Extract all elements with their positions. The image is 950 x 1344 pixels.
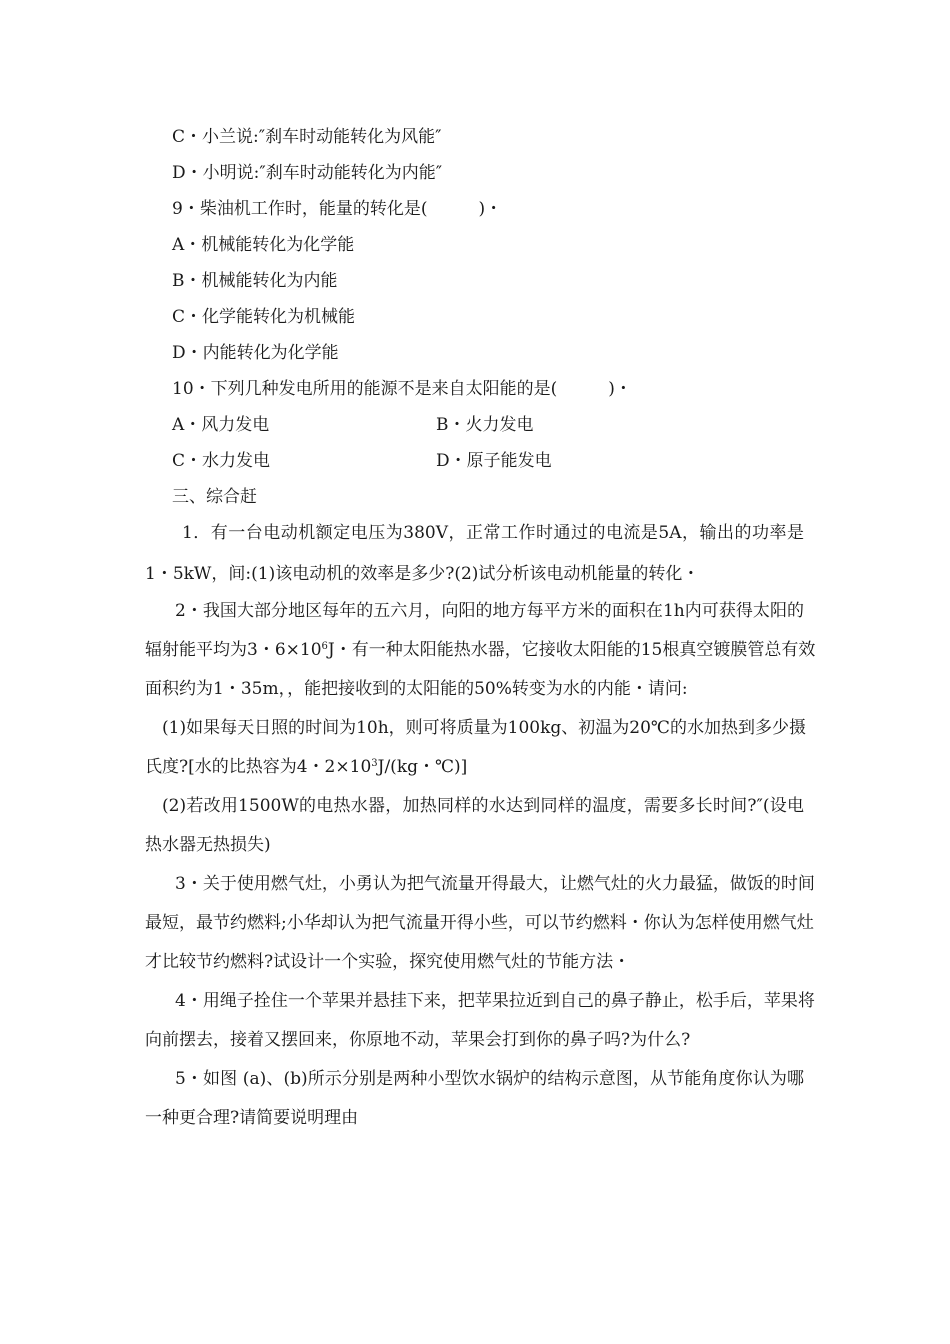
problem-5-line-2: 一种更合理?请简要说明理由 bbox=[145, 1108, 359, 1128]
problem-5-line-1: 5・如图 (a)、(b)所示分别是两种小型饮水锅炉的结构示意图，从节能角度你认为哪 bbox=[175, 1069, 804, 1089]
question-9: 9・柴油机工作时，能量的转化是( )・ bbox=[172, 199, 503, 219]
problem-2-sub1-line-2: 氏度?[水的比热容为4・$2\times 10^3J/(kg$・℃)] bbox=[145, 757, 468, 777]
problem-1-line-1: 1．有一台电动机额定电压为380V，正常工作时通过的电流是5A，输出的功率是 bbox=[182, 523, 804, 543]
problem-2-sub2-line-1: (2)若改用1500W的电热水器，加热同样的水达到同样的温度，需要多长时间?″(设电 bbox=[162, 796, 804, 816]
problem-4-line-1: 4・用绳子拴住一个苹果并悬挂下来，把苹果拉近到自己的鼻子静止，松手后，苹果将 bbox=[175, 991, 815, 1011]
q9-option-d: D・内能转化为化学能 bbox=[172, 343, 339, 363]
problem-2-sub2-line-2: 热水器无热损失) bbox=[145, 835, 271, 855]
problem-2-line-3: 面积约为1・35m，，能把接收到的太阳能的50%转变为水的内能・请问: bbox=[145, 679, 688, 699]
q8-option-c: C・小兰说:″刹车时动能转化为风能″ bbox=[172, 127, 442, 147]
q10-options-row-1 bbox=[172, 414, 534, 436]
q10-option-b: B・火力发电 bbox=[436, 415, 534, 435]
q9-option-b: B・机械能转化为内能 bbox=[172, 271, 338, 291]
problem-2-sub1-line-1: (1)如果每天日照的时间为10h，则可将质量为100kg、初温为20℃的水加热到多少摄 bbox=[162, 718, 806, 738]
section-title: 三、综合赶 bbox=[172, 487, 257, 507]
q10-options-row-2 bbox=[172, 450, 552, 472]
problem-3-line-2: 最短，最节约燃料;小华却认为把气流量开得小些，可以节约燃料・你认为怎样使用燃气灶 bbox=[145, 913, 814, 933]
question-10: 10・下列几种发电所用的能源不是来自太阳能的是( )・ bbox=[172, 379, 632, 399]
q9-option-c: C・化学能转化为机械能 bbox=[172, 307, 356, 327]
problem-3-line-3: 才比较节约燃料?试设计一个实验，探究使用燃气灶的节能方法・ bbox=[145, 952, 631, 972]
q10-option-c: C・水力发电 bbox=[172, 451, 271, 471]
problem-2-line-1: 2・我国大部分地区每年的五六月，向阳的地方每平方米的面积在1h内可获得太阳的 bbox=[175, 601, 804, 621]
q10-option-a: A・风力发电 bbox=[172, 415, 270, 435]
problem-1-line-2: 1・5kW，间:(1)该电动机的效率是多少?(2)试分析该电动机能量的转化・ bbox=[145, 564, 700, 584]
problem-3-line-1: 3・关于使用燃气灶，小勇认为把气流量开得最大，让燃气灶的火力最猛，做饭的时间 bbox=[175, 874, 815, 894]
q8-option-d: D・小明说:″刹车时动能转化为内能″ bbox=[172, 163, 443, 183]
problem-4-line-2: 向前摆去，接着又摆回来，你原地不动，苹果会打到你的鼻子吗?为什么? bbox=[145, 1030, 691, 1050]
problem-2-line-2: 辐射能平均为3・$6\times 10^6J$・有一种太阳能热水器，它接收太阳能的15根真空镀膜管总有效 bbox=[145, 640, 816, 660]
q10-option-d: D・原子能发电 bbox=[436, 451, 552, 471]
q9-option-a: A・机械能转化为化学能 bbox=[172, 235, 355, 255]
